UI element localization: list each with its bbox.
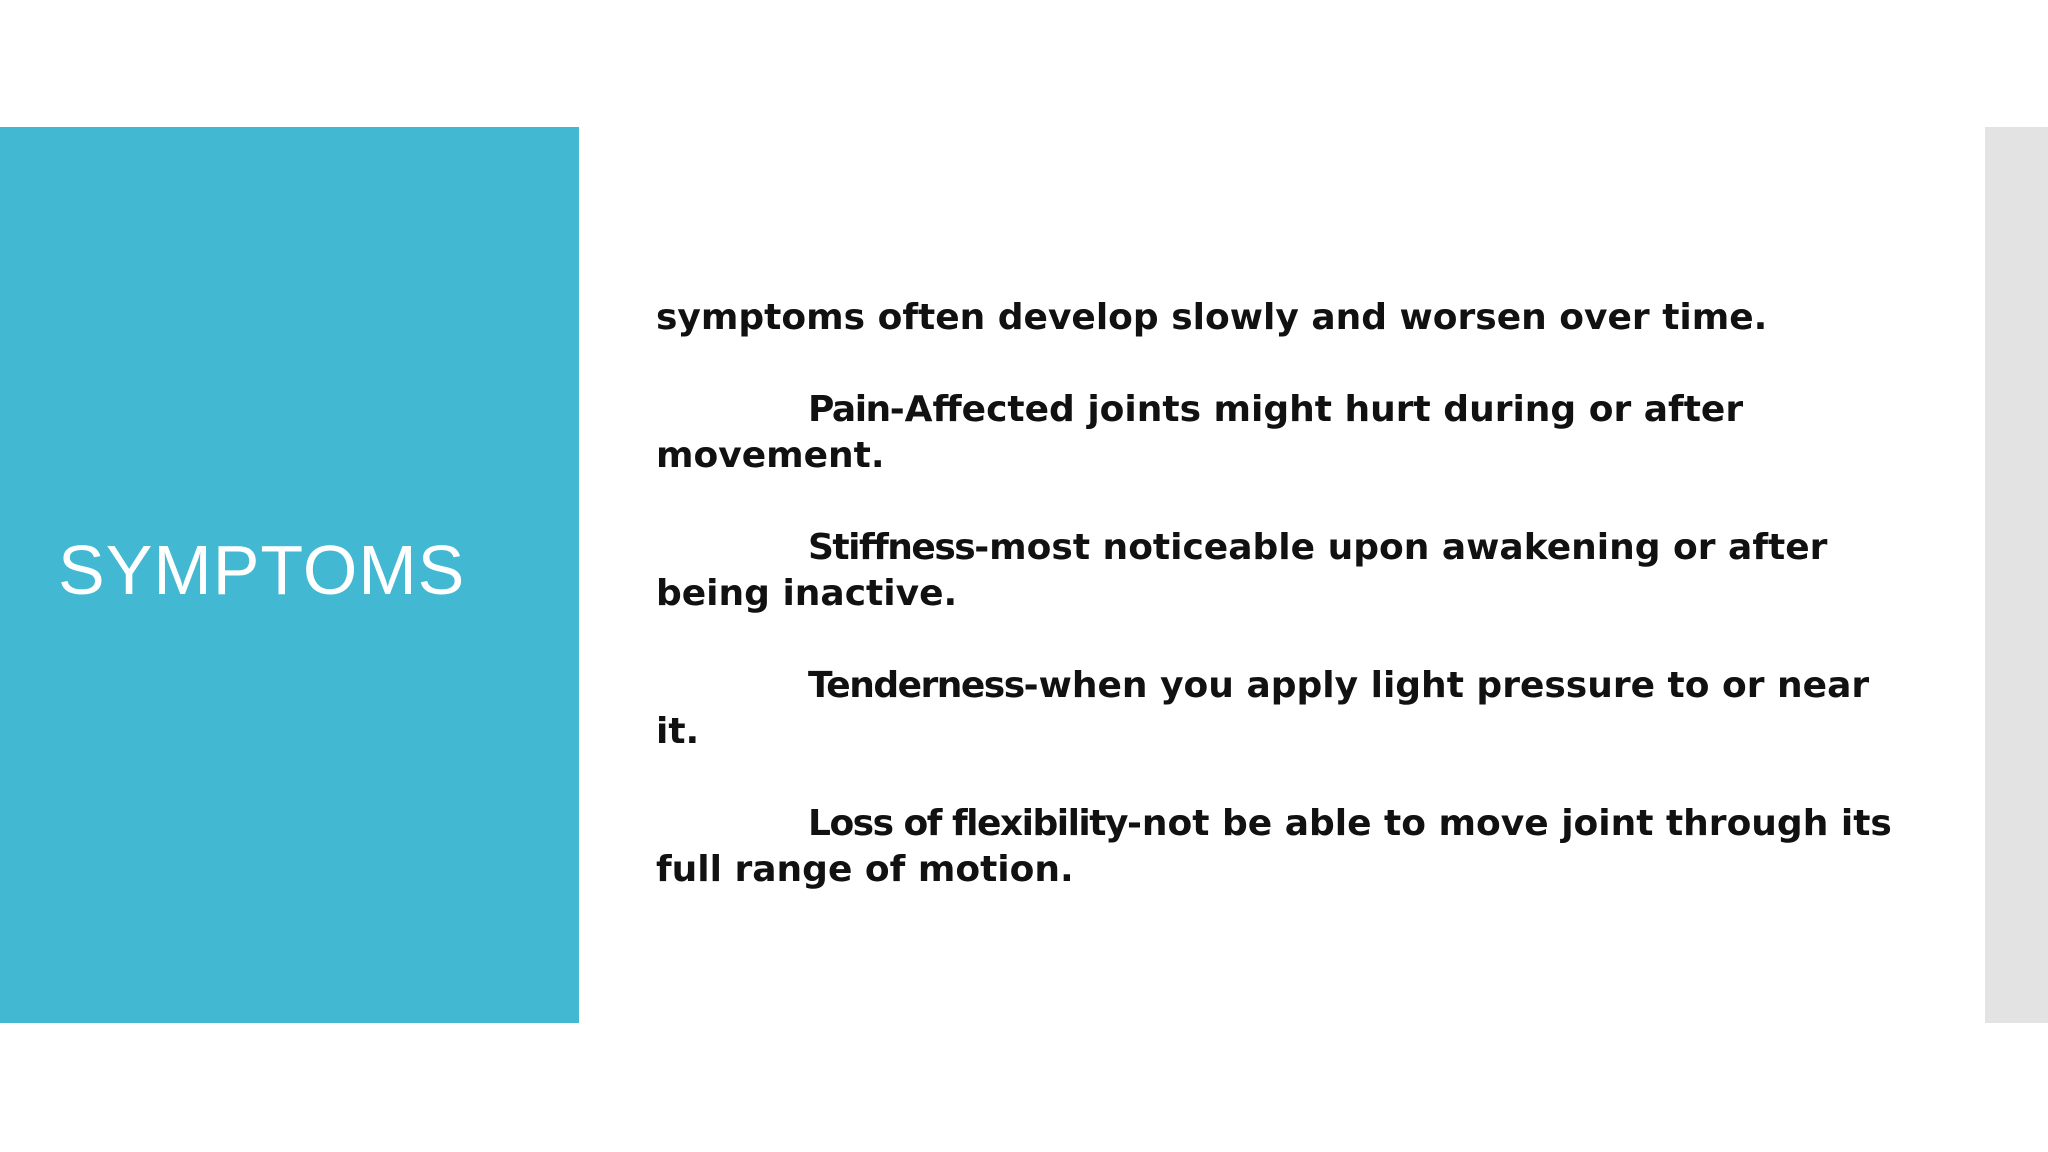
symptom-item-pain (656, 387, 1916, 479)
slide-title: SYMPTOMS (58, 531, 466, 609)
intro-text: symptoms often develop slowly and worsen over time. (656, 297, 1768, 338)
symptom-item-loss-of-flexibility (656, 801, 1916, 893)
symptom-item-stiffness (656, 525, 1916, 617)
symptom-description: -Affected joints might hurt during or after movement. (656, 389, 1744, 476)
symptom-description: -not be able to move joint through its full range of motion. (656, 803, 1892, 890)
symptom-term: Tenderness (808, 665, 1024, 706)
symptom-description: -when you apply light pressure to or near it. (656, 665, 1870, 752)
symptom-description: -most noticeable upon awakening or after being inactive. (656, 527, 1828, 614)
symptom-item-tenderness (656, 663, 1916, 755)
slide-body (656, 295, 1916, 939)
symptom-term: Loss of flexibility (808, 803, 1127, 844)
symptom-term: Pain (808, 389, 890, 430)
symptom-term: Stiffness (808, 527, 975, 568)
side-accent-bar (1985, 127, 2048, 1023)
